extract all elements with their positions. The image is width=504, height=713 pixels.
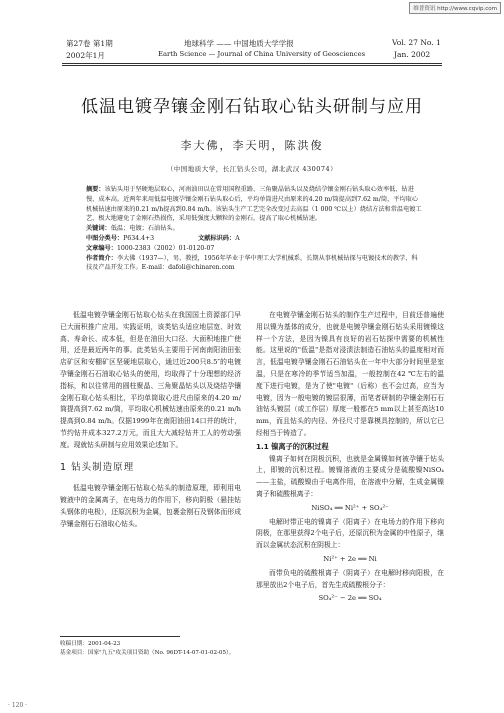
clc-label: 中图分类号： bbox=[86, 234, 124, 242]
abstract-text: 该钻头用于坚硬地层取心，河南油田以在常用国程重路、三角聚晶钻头以及烧结孕镶金刚石钻头取心效率低、钻进慢、成本高。近两年来用低温电镀孕镶金刚石钻头取心后，平均单筒进尺由原来的4.20 m/筒提高到7.62 m/筒，平均取心机械钻速由原来的0.21 m/h提高到0.84 m/h。该钻头生产工艺完全改变过去高温（1 000 ℃以上）烧结方法和常温电镀工艺，极大地避免了金刚石热损伤，采用低强度大颗粒的金刚石，提高了取心机械钻速。 bbox=[86, 186, 422, 223]
equation-cathode: Ni²⁺ + 2e ══ Ni bbox=[323, 554, 377, 563]
abstract-label: 摘要： bbox=[86, 186, 105, 193]
intro-paragraph: 低温电镀孕镶金刚石钻取心钻头在我国国土资源部门早已大面积推广应用。实践证明，该类钻头适应地层宽、时效高、寿命长、成本低，但是在油田大口径、大面积地推广使用，还是最近两年的事。此类钻头主要用于河南南阳油田张店矿区和安棚矿区坚硬地层取心，通过近200只8.5″的电镀孕镶金刚石石油取心钻头的使用，均取得了十分理想的经济指标，和以往常用的圆柱聚晶、三角聚晶钻头以及烧结孕镶金刚石取心钻头相比，平均单筒取心进尺由原来的4.20 m/筒提高到7.62 m/筒，平均取心机械钻速由原来的0.21 m/h提高到0.84 m/h。仅据1999年在南阳油田14口井的统计，节约钻井成本327.2万元，而且大大减轻钻井工人的劳动强度。现就钻头研制与应用效果论述如下。 bbox=[60, 311, 241, 449]
author-bio: 李大佛（1937—），男，教授，1956年毕业于华中理工大学机械系，长期从事机械钻探与电镀技术的教学、科技及产品开发工作。E-mail：dafoli@chinaren.com bbox=[86, 254, 418, 272]
subsection-1-1-heading: 1.1 镍离子的沉积过程 bbox=[256, 441, 329, 451]
volume-en: Vol. 27 No. 1 bbox=[392, 38, 441, 47]
right-column bbox=[256, 310, 444, 607]
footnote-received: 收稿日期：2001-04-23 bbox=[60, 641, 121, 647]
page-number: · 120 · bbox=[8, 702, 28, 709]
left-column bbox=[60, 310, 241, 531]
date-en: Jan. 2002 bbox=[394, 50, 431, 59]
document-code-label: 文献标识码： bbox=[198, 234, 236, 242]
article-number: 1000-2383（2002）01-0120-07 bbox=[116, 244, 215, 252]
footnote-funding: 基金项目：国家"九五"攻关项目资助（No. 96DT-14-07-01-02-05）。 bbox=[60, 650, 235, 656]
header-rule bbox=[62, 63, 442, 64]
section-1-paragraph: 低温电镀孕镶金刚石钻取心钻头的制造原理，即利用电镀液中的金属离子，在电场力的作用下，移向阴极（悬挂钻头钢体的电极），还原沉积为金属，包裹金刚石及钢体而形成孕镶金刚石石油取心钻头。 bbox=[60, 484, 241, 528]
section-1-heading: 1 钻头制造原理 bbox=[60, 461, 135, 473]
author-affiliation: （中国地质大学，长江钻头公司，湖北武汉 430074） bbox=[166, 165, 338, 173]
right-paragraph-1: 在电镀孕镶金刚石钻头的制作生产过程中，目前还普遍使用以镍为基体的成分，也就是电镀孕镶金刚石钻头采用镀镍这样一个方法，是因为镍具有良好的岩石钻探中需要的机械性能。这里说的"低温"是指对浸渍法制造石油钻头的温度相对而言，低温电镀孕镶金刚石石油钻头在一年中大部分时间里是室温，只是在寒冷的季节适当加温，一般控制在42 ℃左右的温度下进行电镀，是为了使"电镀"（后称）也不会过高，应当为电镀，因为一般电镀的镀层很薄，而笔者研制的孕镶金刚石石油钻头镀层（或工作层）厚度一般都在5 mm以上甚至高达10 mm，而且钻头的内径、外径尺寸是靠模具控制的，所以它已经相当于铸造了。 bbox=[256, 311, 444, 437]
document-code: A bbox=[235, 234, 240, 242]
keywords: 低温；电镀；石油钻头。 bbox=[110, 225, 179, 233]
keywords-label: 关键词： bbox=[86, 225, 111, 233]
journal-name-cn: 地球科学 —— 中国地质大学学报 bbox=[184, 39, 294, 48]
footnote-block bbox=[60, 640, 245, 658]
paper-authors: 李大佛，李天明，陈洪俊 bbox=[180, 139, 324, 152]
volume-cn: 第27卷 第1期 bbox=[66, 39, 113, 48]
footnote-rule bbox=[60, 636, 180, 637]
clc-number: P634.4+3 bbox=[123, 234, 155, 242]
author-bio-label: 作者简介： bbox=[86, 254, 117, 262]
journal-name-en: Earth Science — Journal of China University of Geosciences bbox=[158, 50, 366, 58]
paper-title: 低温电镀孕镶金刚石钻取心钻头研制与应用 bbox=[81, 97, 423, 117]
right-paragraph-3: 电解时带正电的镍离子（阳离子）在电场力的作用下移向阴极，在那里获得2个电子后，还原沉积为金属的中性原子，继而以金属状态沉积在阴极上： bbox=[256, 517, 444, 550]
abstract-block bbox=[86, 185, 422, 273]
article-number-label: 文章编号： bbox=[86, 244, 117, 252]
header-rule-secondary bbox=[62, 65, 442, 66]
right-paragraph-4: 而带负电的硫酸根离子（阴离子）在电解时移向阳极，在那里放出2个电子后，首先生成硫酸根分子： bbox=[256, 568, 444, 589]
right-paragraph-2: 镍离子如何在阴极沉积，也就是金属镍如何被孕镶于钻头上，即镀的沉积过程。镀镍溶液的主要成分是硫酸镍NiSO₄——主盐，硫酸镍由于电离作用，在溶液中分解，生成金属镍离子和硫酸根离子： bbox=[256, 454, 444, 498]
source-watermark: 维普资讯 http://www.cqvip.com bbox=[409, 2, 501, 14]
equation-anode: SO₄²⁻ − 2e ══ SO₄ bbox=[318, 594, 382, 603]
equation-ionization: NiSO₄ ══ Ni²⁺ + SO₄²⁻ bbox=[311, 503, 389, 512]
date-cn: 2002年1月 bbox=[66, 51, 105, 60]
